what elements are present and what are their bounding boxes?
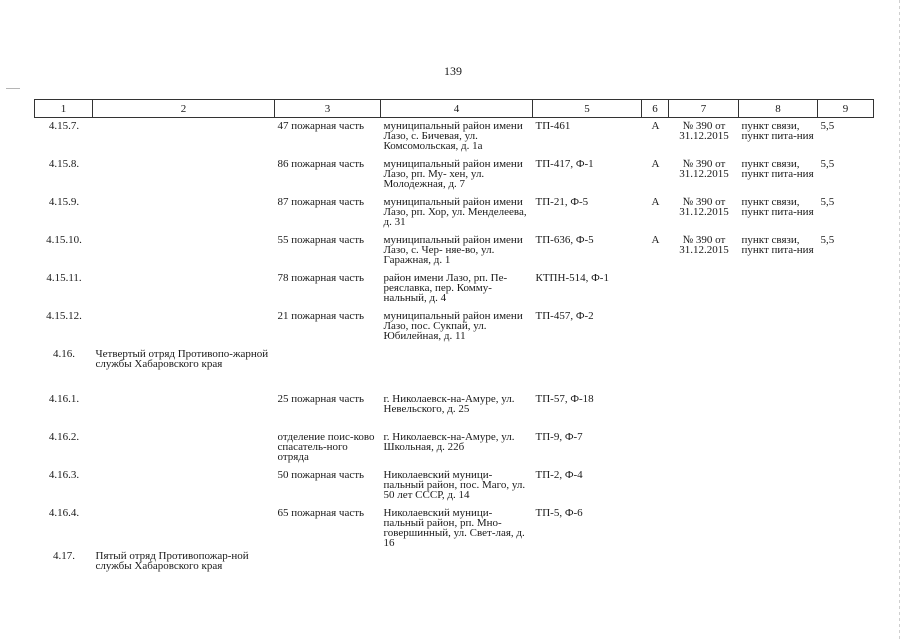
table-row	[35, 505, 874, 548]
document-ref	[669, 391, 739, 429]
row-number: 4.17.	[53, 550, 75, 562]
scan-mark	[6, 88, 20, 89]
substation: ТП-417, Ф-1	[535, 158, 594, 170]
column-header: 5	[533, 100, 642, 118]
organization-name	[93, 429, 275, 467]
column-header: 2	[93, 100, 275, 118]
address: Николаевский муници-пальный район, рп. Мно-говершинный, ул. Свет-лая, д. 16	[383, 507, 525, 549]
purpose	[739, 467, 818, 505]
column-header: 4	[381, 100, 533, 118]
substation: ТП-21, Ф-5	[535, 196, 589, 208]
unit-name: 55 пожарная часть	[277, 234, 365, 246]
substation: ТП-461	[535, 120, 571, 132]
purpose	[739, 548, 818, 593]
category	[642, 467, 669, 505]
organization-name	[93, 308, 275, 346]
document-ref: № 390 от 31.12.2015	[679, 120, 729, 142]
unit-name: 47 пожарная часть	[277, 120, 365, 132]
substation: ТП-2, Ф-4	[535, 469, 583, 481]
table-row	[35, 467, 874, 505]
document-ref: № 390 от 31.12.2015	[679, 196, 729, 218]
category	[642, 429, 669, 467]
category: А	[651, 120, 660, 132]
substation: ТП-57, Ф-18	[535, 393, 594, 405]
column-header: 8	[739, 100, 818, 118]
row-number: 4.16.	[53, 348, 75, 360]
power-value	[818, 429, 874, 467]
column-header: 3	[275, 100, 381, 118]
address: г. Николаевск-на-Амуре, ул. Невельского, д. 25	[383, 393, 515, 415]
row-number: 4.15.9.	[48, 196, 80, 208]
table-row	[35, 270, 874, 308]
document-ref	[669, 429, 739, 467]
power-value: 5,5	[820, 158, 835, 170]
power-value	[818, 346, 874, 391]
category	[642, 308, 669, 346]
organization-name	[93, 156, 275, 194]
row-number: 4.15.10.	[46, 234, 82, 246]
power-value	[818, 467, 874, 505]
purpose	[739, 308, 818, 346]
power-value: 5,5	[820, 234, 835, 246]
organization-name: Пятый отряд Противопожар-ной службы Хабаровского края	[95, 550, 249, 572]
table-row	[35, 232, 874, 270]
category: А	[651, 158, 660, 170]
unit-name: отделение поис-ково спасатель-ного отряда	[277, 431, 375, 463]
column-header: 6	[642, 100, 669, 118]
table-row	[35, 308, 874, 346]
row-number: 4.16.4.	[48, 507, 80, 519]
substation: ТП-457, Ф-2	[535, 310, 594, 322]
category	[642, 270, 669, 308]
row-number: 4.16.1.	[48, 393, 80, 405]
table-row	[35, 548, 874, 593]
table-header-row	[35, 100, 874, 118]
row-number: 4.15.7.	[48, 120, 80, 132]
unit-name: 21 пожарная часть	[277, 310, 365, 322]
purpose: пункт связи, пункт пита-ния	[741, 196, 814, 218]
purpose	[739, 429, 818, 467]
purpose	[739, 505, 818, 548]
unit-name: 65 пожарная часть	[277, 507, 365, 519]
unit-name: 25 пожарная часть	[277, 393, 365, 405]
substation: ТП-636, Ф-5	[535, 234, 594, 246]
address: муниципальный район имени Лазо, рп. Хор, ул. Менделеева, д. 31	[383, 196, 527, 228]
document-ref	[669, 548, 739, 593]
organization-name	[93, 270, 275, 308]
purpose	[739, 346, 818, 391]
document-ref	[669, 346, 739, 391]
purpose: пункт связи, пункт пита-ния	[741, 158, 814, 180]
substation: КТПН-514, Ф-1	[535, 272, 609, 284]
page-edge-mark	[899, 0, 900, 640]
column-header: 1	[35, 100, 93, 118]
document-ref	[669, 467, 739, 505]
organization-name	[93, 391, 275, 429]
organization-name	[93, 232, 275, 270]
category	[642, 391, 669, 429]
purpose	[739, 391, 818, 429]
organization-name: Четвертый отряд Противопо-жарной службы Хабаровского края	[95, 348, 269, 370]
document-ref: № 390 от 31.12.2015	[679, 234, 729, 256]
power-value: 5,5	[820, 120, 835, 132]
category: А	[651, 196, 660, 208]
power-value: 5,5	[820, 196, 835, 208]
row-number: 4.16.3.	[48, 469, 80, 481]
unit-name	[275, 346, 381, 391]
table-row	[35, 429, 874, 467]
organization-name	[93, 194, 275, 232]
power-value	[818, 391, 874, 429]
address	[381, 548, 533, 593]
column-header: 9	[818, 100, 874, 118]
category	[642, 346, 669, 391]
address: район имени Лазо, рп. Пе-реяславка, пер. Комму-нальный, д. 4	[383, 272, 508, 304]
address: муниципальный район имени Лазо, с. Бичевая, ул. Комсомольская, д. 1а	[383, 120, 523, 152]
unit-name	[275, 548, 381, 593]
table-row	[35, 194, 874, 232]
category	[642, 505, 669, 548]
row-number: 4.15.8.	[48, 158, 80, 170]
document-ref	[669, 505, 739, 548]
purpose: пункт связи, пункт пита-ния	[741, 120, 814, 142]
substation	[533, 346, 642, 391]
document-ref	[669, 270, 739, 308]
purpose	[739, 270, 818, 308]
organization-name	[93, 505, 275, 548]
address: Николаевский муници-пальный район, пос. Маго, ул. 50 лет СССР, д. 14	[383, 469, 526, 501]
address	[381, 346, 533, 391]
unit-name: 86 пожарная часть	[277, 158, 365, 170]
document-ref	[669, 308, 739, 346]
row-number: 4.16.2.	[48, 431, 80, 443]
address: муниципальный район имени Лазо, с. Чер- няе-во, ул. Гаражная, д. 1	[383, 234, 523, 266]
power-value	[818, 270, 874, 308]
table-row	[35, 156, 874, 194]
unit-name: 78 пожарная часть	[277, 272, 365, 284]
purpose: пункт связи, пункт пита-ния	[741, 234, 814, 256]
organization-name	[93, 467, 275, 505]
page-number: 139	[444, 64, 462, 78]
document-ref: № 390 от 31.12.2015	[679, 158, 729, 180]
substation: ТП-9, Ф-7	[535, 431, 583, 443]
data-table	[34, 99, 874, 593]
table-row	[35, 346, 874, 391]
table-row	[35, 391, 874, 429]
power-value	[818, 548, 874, 593]
row-number: 4.15.11.	[46, 272, 82, 284]
table-row	[35, 118, 874, 157]
substation: ТП-5, Ф-6	[535, 507, 583, 519]
address: муниципальный район имени Лазо, рп. Му- хен, ул. Молодежная, д. 7	[383, 158, 523, 190]
unit-name: 87 пожарная часть	[277, 196, 365, 208]
row-number: 4.15.12.	[46, 310, 82, 322]
address: муниципальный район имени Лазо, пос. Сукпай, ул. Юбилейная, д. 11	[383, 310, 523, 342]
substation	[533, 548, 642, 593]
unit-name: 50 пожарная часть	[277, 469, 365, 481]
power-value	[818, 505, 874, 548]
organization-name	[93, 118, 275, 157]
address: г. Николаевск-на-Амуре, ул. Школьная, д. 22б	[383, 431, 515, 453]
power-value	[818, 308, 874, 346]
column-header: 7	[669, 100, 739, 118]
category	[642, 548, 669, 593]
category: А	[651, 234, 660, 246]
